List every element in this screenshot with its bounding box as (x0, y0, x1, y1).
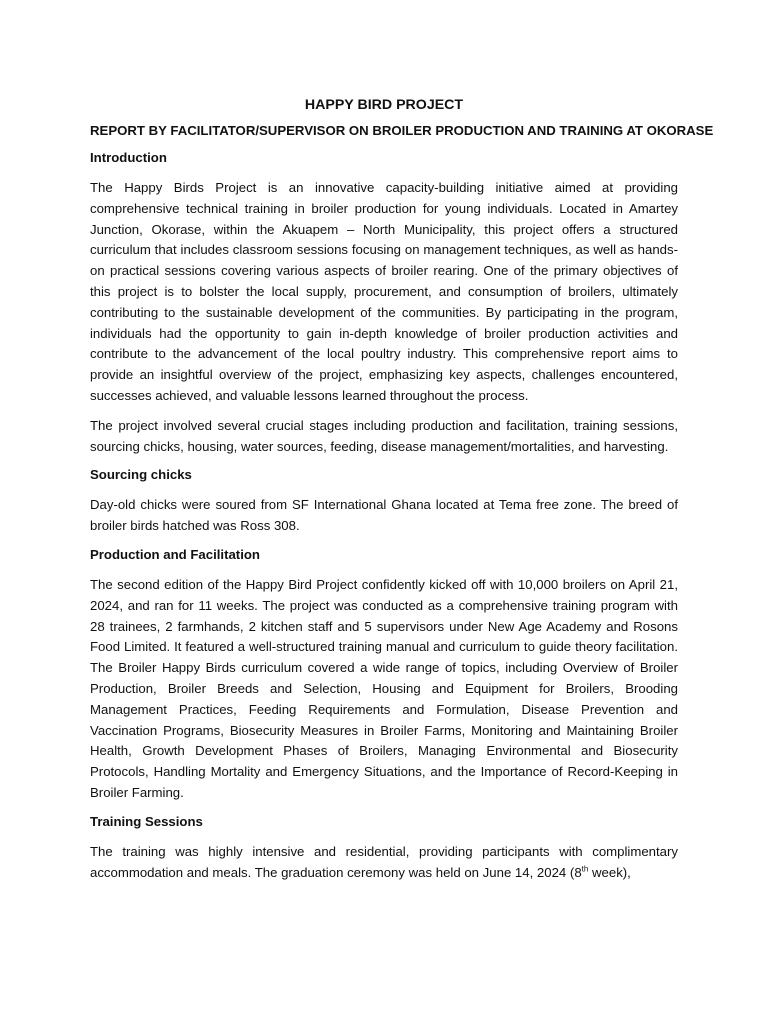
training-text-start: The training was highly intensive and residential, providing participants with complimentary accommodation and meals. The graduation ceremony was held on June 14, 2024 (8 (90, 843, 678, 880)
document-subtitle: REPORT BY FACILITATOR/SUPERVISOR ON BROILER PRODUCTION AND TRAINING AT OKORASE (90, 123, 714, 138)
section-heading-production-facilitation: Production and Facilitation (90, 546, 260, 562)
paragraph-introduction-2: The project involved several crucial stages including production and facilitation, training sessions, sourcing chicks, housing, water sources, feeding, disease management/mortalities, and harvesting. (90, 417, 678, 454)
section-heading-training-sessions: Training Sessions (90, 813, 203, 829)
paragraph-training-sessions (90, 842, 678, 884)
section-heading-sourcing-chicks: Sourcing chicks (90, 467, 192, 483)
document-title: HAPPY BIRD PROJECT (304, 97, 464, 113)
paragraph-sourcing-chicks: Day-old chicks were soured from SF International Ghana located at Tema free zone. The breed of broiler birds hatched was Ross 308. (90, 497, 678, 534)
section-heading-introduction: Introduction (90, 150, 167, 165)
training-text-end: week), (588, 864, 631, 880)
paragraph-introduction-1: The Happy Birds Project is an innovative capacity-building initiative aimed at providing comprehensive technical training in broiler production for young individuals. Located in Amartey Junction, Okorase, within the Akuapem – North Municipality, this project offers a structured curriculum that includes classroom sessions focusing on management techniques, as well as hands-on practical sessions covering various aspects of broiler rearing. One of the primary objectives of this project is to bolster the local supply, procurement, and consumption of broilers, ultimately contributing to the sustainable development of the communities. By participating in the program, individuals had the opportunity to gain in-depth knowledge of broiler production activities and contribute to the advancement of the local poultry industry. This comprehensive report aims to provide an insightful overview of the project, emphasizing key aspects, challenges encountered, successes achieved, and valuable lessons learned throughout the process. (90, 180, 678, 403)
ordinal-superscript: th (581, 864, 589, 874)
paragraph-production-facilitation: The second edition of the Happy Bird Project confidently kicked off with 10,000 broilers on April 21, 2024, and ran for 11 weeks. The project was conducted as a comprehensive training program with 28 trainees, 2 farmhands, 2 kitchen staff and 5 supervisors under New Age Academy and Rosons Food Limited. It featured a well-structured training manual and curriculum to guide theory facilitation. The Broiler Happy Birds curriculum covered a wide range of topics, including Overview of Broiler Production, Broiler Breeds and Selection, Housing and Equipment for Broilers, Brooding Management Practices, Feeding Requirements and Formulation, Disease Prevention and Vaccination Programs, Biosecurity Measures in Broiler Farms, Monitoring and Maintaining Broiler Health, Growth Development Phases of Broilers, Managing Environmental and Biosecurity Protocols, Handling Mortality and Emergency Situations, and the Importance of Record-Keeping in Broiler Farming. (90, 576, 678, 800)
